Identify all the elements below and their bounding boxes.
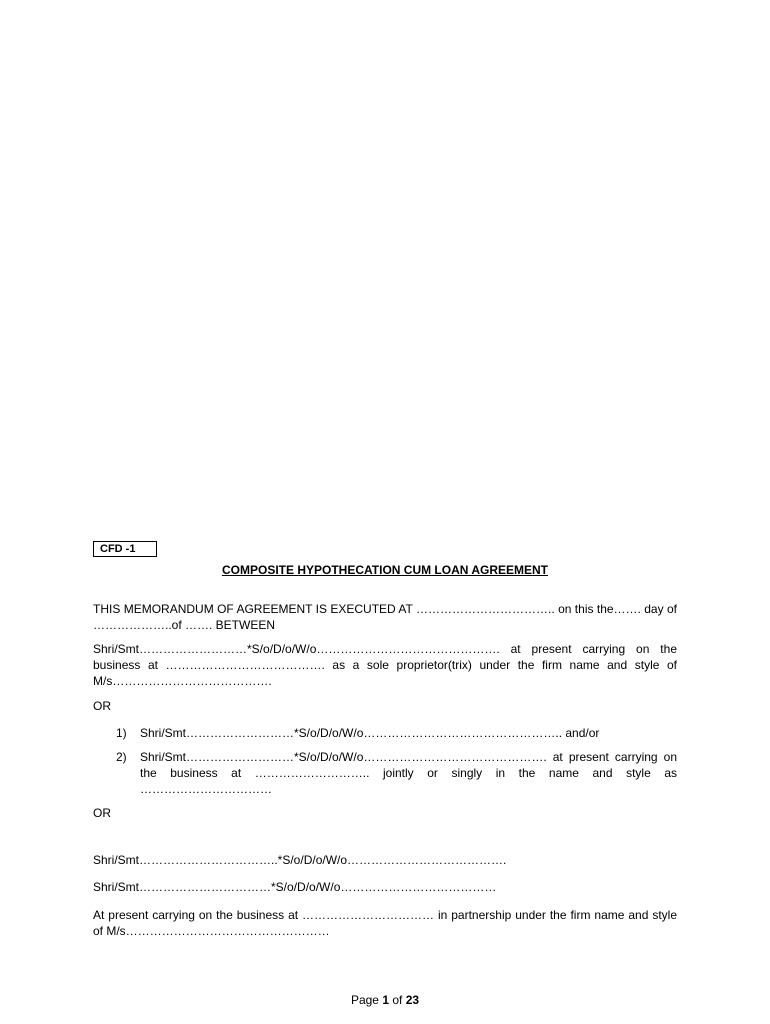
document-title: COMPOSITE HYPOTHECATION CUM LOAN AGREEMENT bbox=[221, 563, 548, 577]
or-separator-1: OR bbox=[93, 699, 111, 713]
page-label: Page bbox=[350, 993, 383, 1007]
partnership-paragraph: At present carrying on the business at …………………………… in partnership under the firm name and style of M/s…………………………………………… bbox=[93, 908, 677, 938]
list-item-number: 1) bbox=[116, 726, 127, 740]
list-item-text: Shri/Smt………………………*S/o/D/o/W/o………………………………………….. and/or bbox=[140, 726, 600, 740]
total-pages-number: 23 bbox=[405, 993, 420, 1007]
list-item bbox=[93, 725, 677, 741]
or-separator-2: OR bbox=[93, 806, 111, 820]
current-page-number: 1 bbox=[382, 993, 389, 1007]
list-item-text: Shri/Smt………………………*S/o/D/o/W/o………………………………………. at present carrying on the business at ……………………….. jointly or singly in the name and style as …………………………… bbox=[140, 750, 677, 796]
list-item-number: 2) bbox=[116, 750, 127, 764]
partner-line-2: Shri/Smt……………………………*S/o/D/o/W/o………………………………… bbox=[93, 880, 497, 894]
page-number-footer bbox=[0, 992, 770, 1008]
agreement-intro-paragraph: THIS MEMORANDUM OF AGREEMENT IS EXECUTED AT …………………………….. on this the……. day of ………………..of ……. BETWEEN bbox=[93, 602, 677, 632]
partner-line-1: Shri/Smt……………………………..*S/o/D/o/W/o…………………………………. bbox=[93, 853, 507, 867]
joint-borrowers-list bbox=[93, 725, 677, 805]
form-code-box: CFD -1 bbox=[93, 541, 157, 557]
sole-proprietor-paragraph: Shri/Smt………………………*S/o/D/o/W/o………………………………………. at present carrying on the business at …………………………………. as a sole proprietor(trix) under the firm name and style of M/s…………………………………. bbox=[93, 642, 677, 688]
list-item bbox=[93, 749, 677, 797]
page-of-label: of bbox=[389, 993, 406, 1007]
